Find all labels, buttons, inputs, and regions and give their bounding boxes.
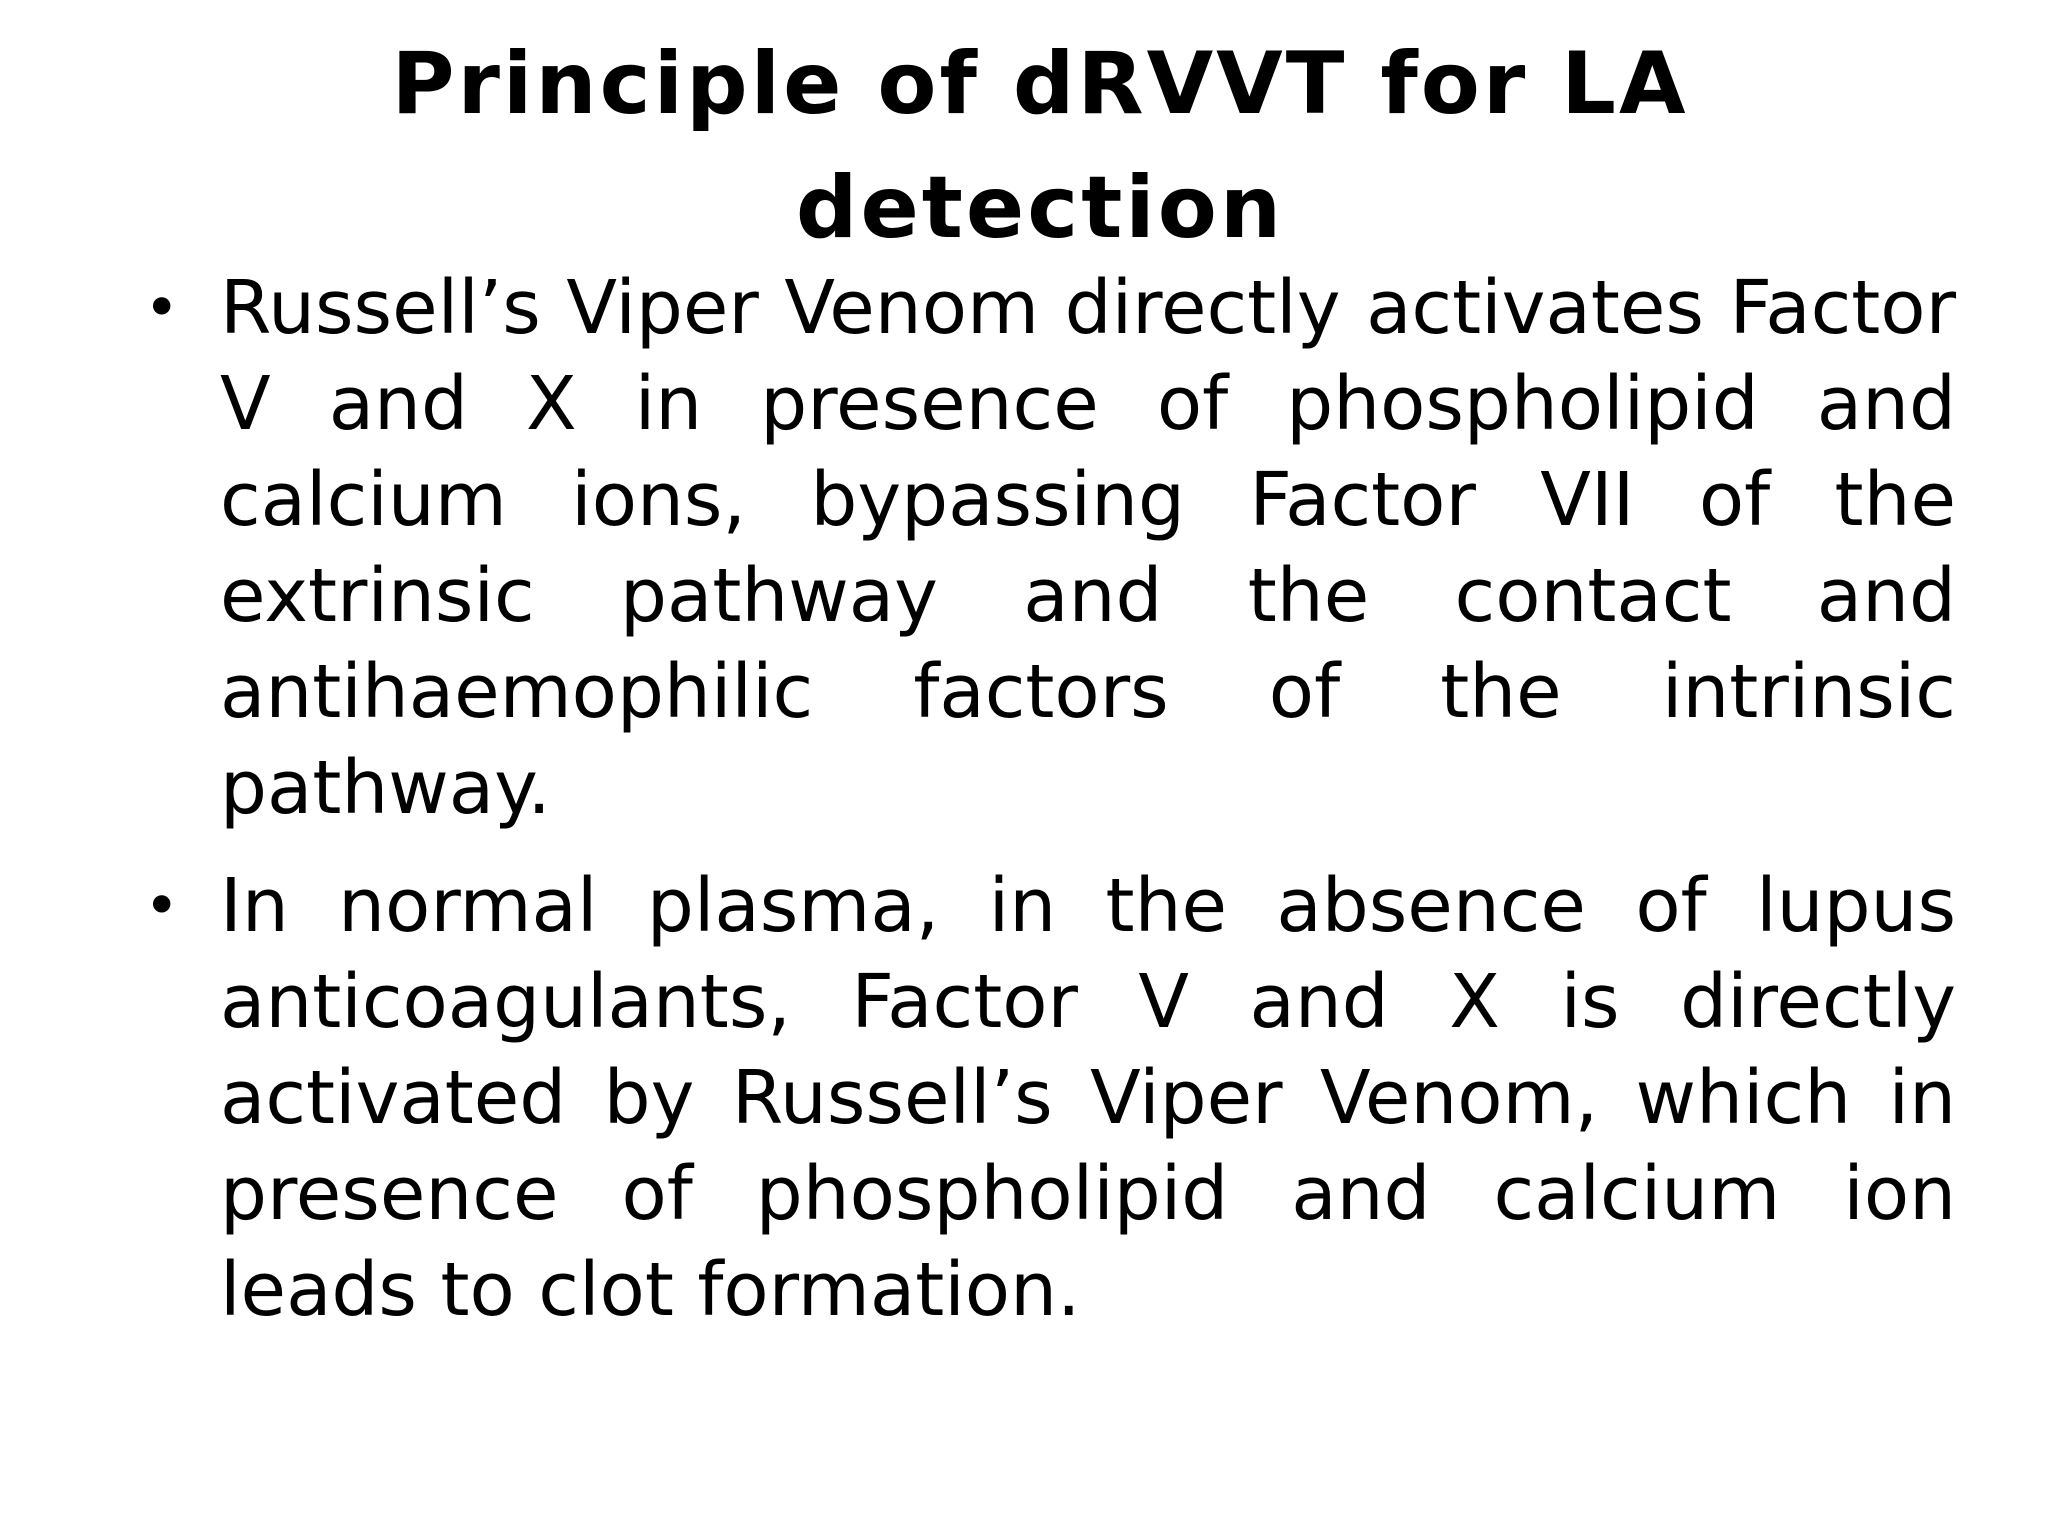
bullet-item [138, 260, 1956, 836]
bullet-item [138, 858, 1956, 1338]
bullet-text: In normal plasma, in the absence of lupus anticoagulants, Factor V and X is directly activated by Russell’s Viper Venom, which in presence of phospholipid and calcium ion leads to clot formation. [220, 863, 1956, 1333]
bullet-dot-icon: • [144, 273, 180, 343]
bullet-list [138, 260, 1956, 1360]
slide-title: Principle of dRVVT for LA detection [391, 34, 1689, 258]
bullet-text: Russell’s Viper Venom directly activates Factor V and X in presence of phospholipid and calcium ions, bypassing Factor VII of the extrinsic pathway and the contact and antihaemophilic factors of the intrinsic pathway. [220, 265, 1956, 831]
bullet-dot-icon: • [144, 871, 180, 941]
